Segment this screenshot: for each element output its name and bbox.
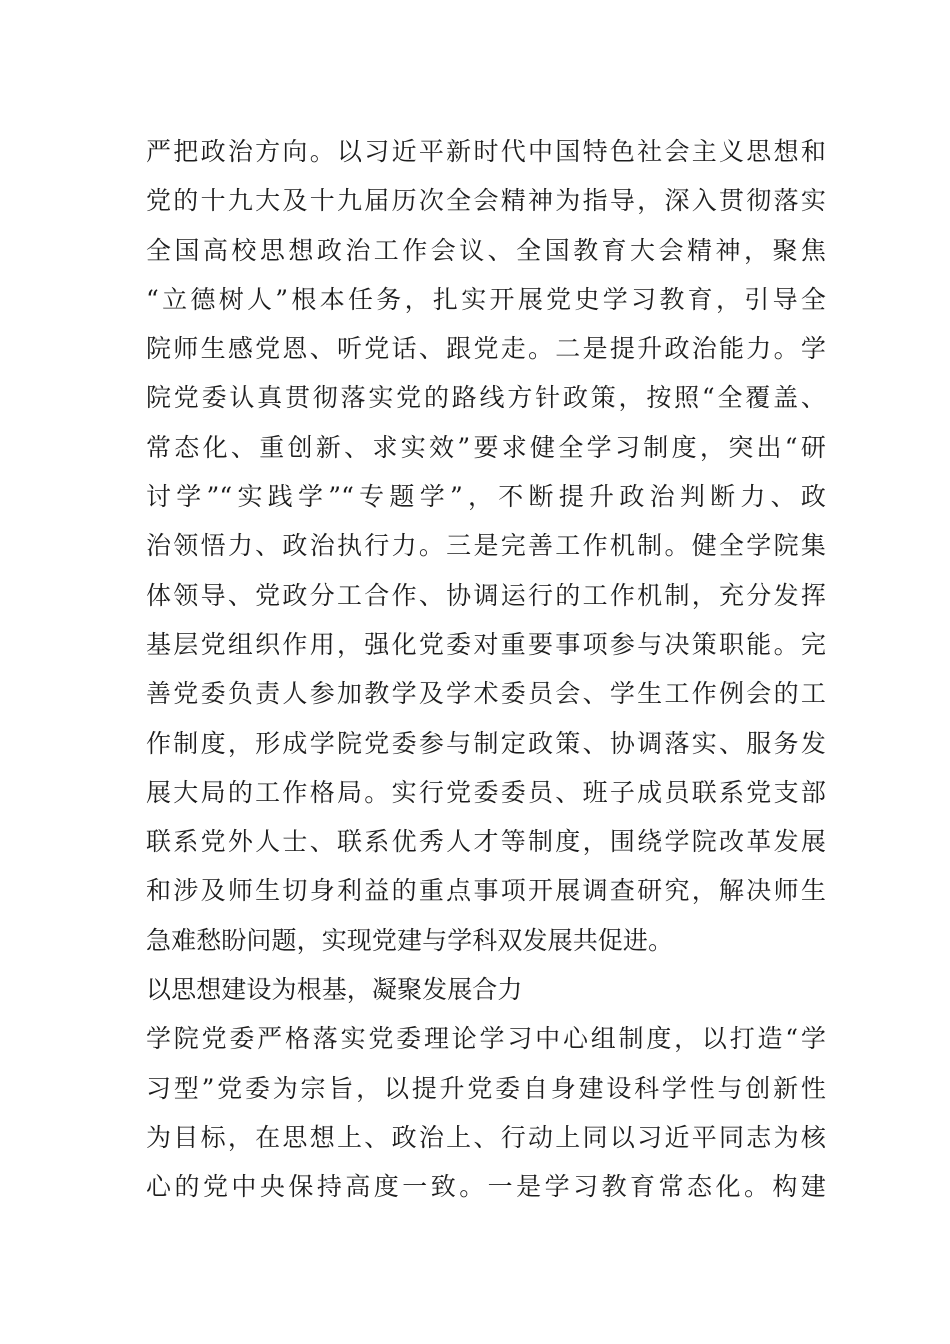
text-line: 院师生感党恩、听党话、跟党走。二是提升政治能力。学 [146,334,826,364]
text-line: 联系党外人士、联系优秀人才等制度，围绕学院改革发展 [146,827,826,857]
text-line: 心的党中央保持高度一致。一是学习教育常态化。构建 [146,1172,826,1202]
text-line: 常态化、重创新、求实效”要求健全学习制度，突出“研 [146,432,826,462]
text-line: 和涉及师生切身利益的重点事项开展调查研究，解决师生 [146,876,826,906]
text-line: 全国高校思想政治工作会议、全国教育大会精神，聚焦 [146,235,826,265]
text-line: “立德树人”根本任务，扎实开展党史学习教育，引导全 [146,284,826,314]
text-line: 急难愁盼问题，实现党建与学科双发展共促进。 [146,925,674,955]
text-line: 体领导、党政分工合作、协调运行的工作机制，充分发挥 [146,580,826,610]
text-line: 治领悟力、政治执行力。三是完善工作机制。健全学院集 [146,531,826,561]
text-line: 学院党委严格落实党委理论学习中心组制度，以打造“学 [146,1024,826,1054]
text-line: 为目标，在思想上、政治上、行动上同以习近平同志为核 [146,1122,826,1152]
text-line: 严把政治方向。以习近平新时代中国特色社会主义思想和 [146,137,826,166]
text-line: 善党委负责人参加教学及学术委员会、学生工作例会的工 [146,679,826,709]
text-line: 党的十九大及十九届历次全会精神为指导，深入贯彻落实 [146,186,826,216]
text-line: 习型”党委为宗旨，以提升党委自身建设科学性与创新性 [146,1073,826,1103]
text-line: 展大局的工作格局。实行党委委员、班子成员联系党支部 [146,777,826,807]
text-line: 讨学”“实践学”“专题学”，不断提升政治判断力、政 [146,482,826,512]
text-line: 作制度，形成学院党委参与制定政策、协调落实、服务发 [146,728,826,758]
body-text [146,127,826,1212]
text-line: 院党委认真贯彻落实党的路线方针政策，按照“全覆盖、 [146,383,826,413]
text-line: 基层党组织作用，强化党委对重要事项参与决策职能。完 [146,629,826,659]
section-heading: 以思想建设为根基，凝聚发展合力 [146,975,523,1005]
